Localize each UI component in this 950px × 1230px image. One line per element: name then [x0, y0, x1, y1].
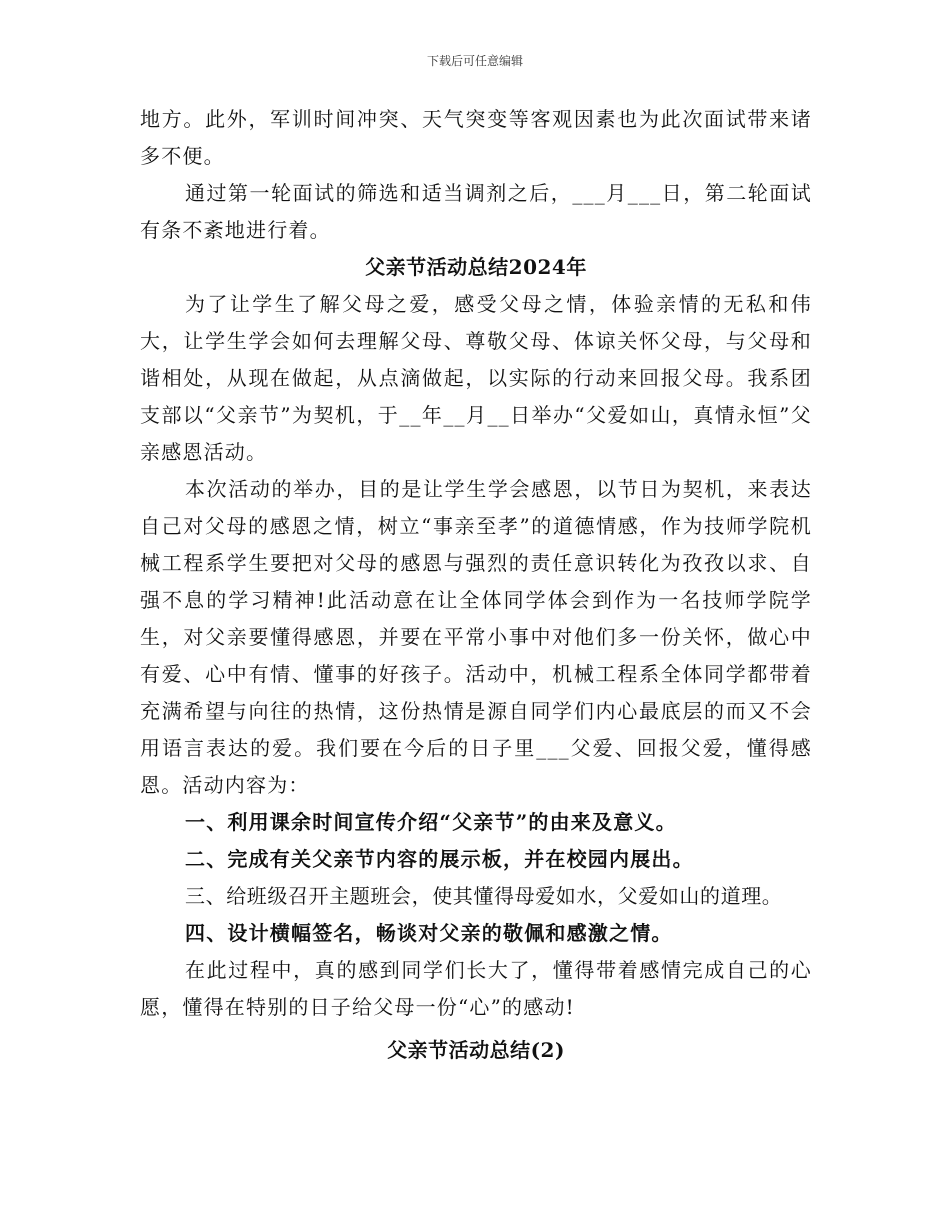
list-item: 四、设计横幅签名，畅谈对父亲的敬佩和感激之情。 — [185, 921, 673, 945]
list-item: 二、完成有关父亲节内容的展示板，并在校园内展出。 — [185, 847, 694, 871]
paragraph: 在此过程中，真的感到同学们长大了，懂得带着感情完成自己的心愿，懂得在特别的日子给父母一份“心”的感动! — [140, 958, 812, 1019]
list-item: 一、利用课余时间宣传介绍“父亲节”的由来及意义。 — [185, 810, 677, 834]
document-body — [140, 101, 812, 1069]
paragraph: 本次活动的举办，目的是让学生学会感恩，以节日为契机，来表达自己对父母的感恩之情，树立“事亲至孝”的道德情感，作为技师学院机械工程系学生要把对父母的感恩与强烈的责任意识转化为孜孜以求、自强不息的学习精神!此活动意在让全体同学体会到作为一名技师学院学生，对父亲要懂得感恩，并要在平常小事中对他们多一份关怀，做心中有爱、心中有情、懂事的好孩子。活动中，机械工程系全体同学都带着充满希望与向往的热情，这份热情是源自同学们内心最底层的而又不会用语言表达的爱。我们要在今后的日子里___父爱、回报父爱，懂得感恩。活动内容为： — [140, 477, 812, 797]
paragraph: 为了让学生了解父母之爱，感受父母之情，体验亲情的无私和伟大，让学生学会如何去理解父母、尊敬父母、体谅关怀父母，与父母和谐相处，从现在做起，从点滴做起，以实际的行动来回报父母。我系团支部以“父亲节”为契机，于__年__月__日举办“父爱如山，真情永恒”父亲感恩活动。 — [140, 292, 812, 464]
paragraph: 通过第一轮面试的筛选和适当调剂之后，___月___日，第二轮面试有条不紊地进行着。 — [140, 181, 812, 242]
section-title: 父亲节活动总结(2) — [387, 1038, 565, 1062]
section-title: 父亲节活动总结2024年 — [365, 255, 587, 279]
page-header: 下载后可任意编辑 — [426, 54, 523, 68]
list-item: 三、给班级召开主题班会，使其懂得母爱如水，父爱如山的道理。 — [185, 884, 783, 908]
paragraph: 地方。此外，军训时间冲突、天气突变等客观因素也为此次面试带来诸多不便。 — [140, 107, 812, 168]
